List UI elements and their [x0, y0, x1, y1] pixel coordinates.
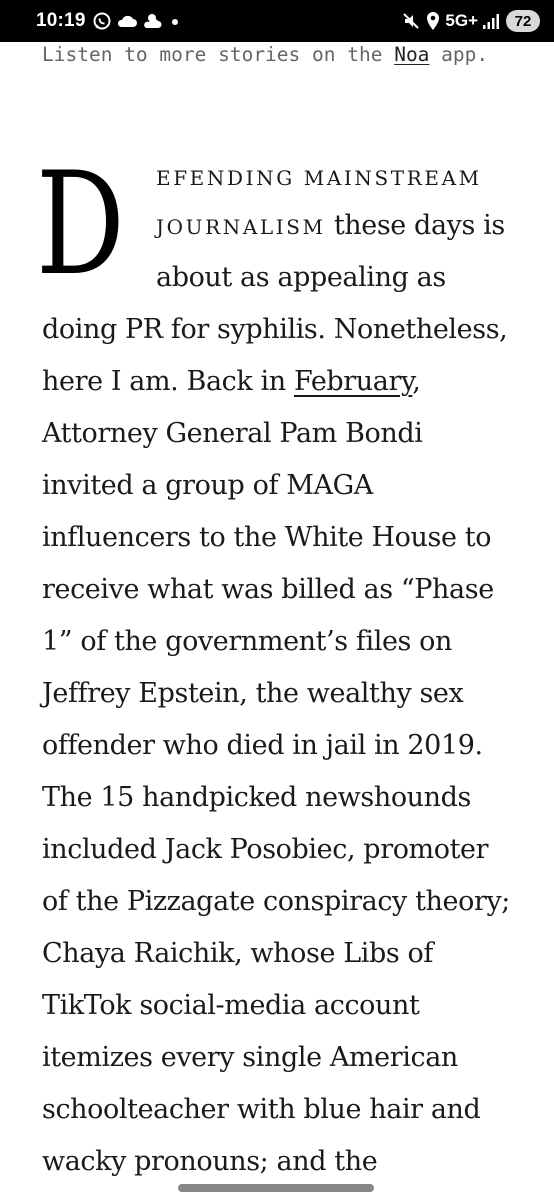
lead-in-smallcaps: EFENDING MAINSTREAM [156, 166, 482, 190]
battery-indicator: 72 [506, 10, 540, 32]
article-line: doing PR for syphilis. Nonetheless, [42, 314, 508, 345]
drop-cap: D [36, 142, 125, 307]
article-line: The 15 handpicked newshounds [42, 782, 472, 813]
status-bar [0, 0, 554, 42]
article-line: wacky pronouns; and the [42, 1146, 378, 1177]
article-line: influencers to the White House to [42, 522, 492, 553]
february-link[interactable]: February [293, 366, 413, 397]
dot-icon [168, 14, 182, 28]
article-text: , [412, 366, 421, 397]
article-line [156, 166, 482, 190]
lead-in-smallcaps: JOURNALISM [156, 215, 326, 239]
signal-icon [482, 12, 500, 30]
whatsapp-icon [92, 11, 112, 31]
home-gesture-bar[interactable] [178, 1184, 374, 1192]
article-text: here I am. Back in [42, 366, 294, 397]
article-line: Jeffrey Epstein, the wealthy sex [42, 678, 464, 709]
article-line: Attorney General Pam Bondi [42, 418, 423, 449]
article-line: about as appealing as [156, 262, 446, 293]
mute-icon [401, 11, 421, 31]
article-line: offender who died in jail in 2019. [42, 730, 483, 761]
article-line: included Jack Posobiec, promoter [42, 834, 489, 865]
status-time: 10:19 [36, 10, 86, 31]
article-text: these days is [325, 210, 505, 241]
location-icon [425, 11, 441, 31]
article-line: schoolteacher with blue hair and [42, 1094, 481, 1125]
article-line: Chaya Raichik, whose Libs of [42, 938, 433, 969]
promo-text: Listen to more stories on the [42, 43, 395, 66]
noa-app-link[interactable]: Noa [394, 43, 430, 66]
article-line: 1” of the government’s files on [42, 626, 453, 657]
article-line [156, 210, 505, 241]
promo-text-end: app. [429, 43, 489, 66]
cloud-icon [116, 13, 138, 29]
article-line: TikTok social-media account [42, 990, 420, 1021]
listen-promo [42, 40, 492, 69]
status-right-icons [397, 10, 540, 32]
status-left-icons [92, 11, 186, 31]
article-line: of the Pizzagate conspiracy theory; [42, 886, 511, 917]
article-line: invited a group of MAGA [42, 470, 373, 501]
article-line: receive what was billed as “Phase [42, 574, 494, 605]
article-line [42, 366, 420, 397]
network-type: 5G+ [445, 11, 478, 30]
article-line: itemizes every single American [42, 1042, 458, 1073]
weather-icon [142, 11, 164, 31]
